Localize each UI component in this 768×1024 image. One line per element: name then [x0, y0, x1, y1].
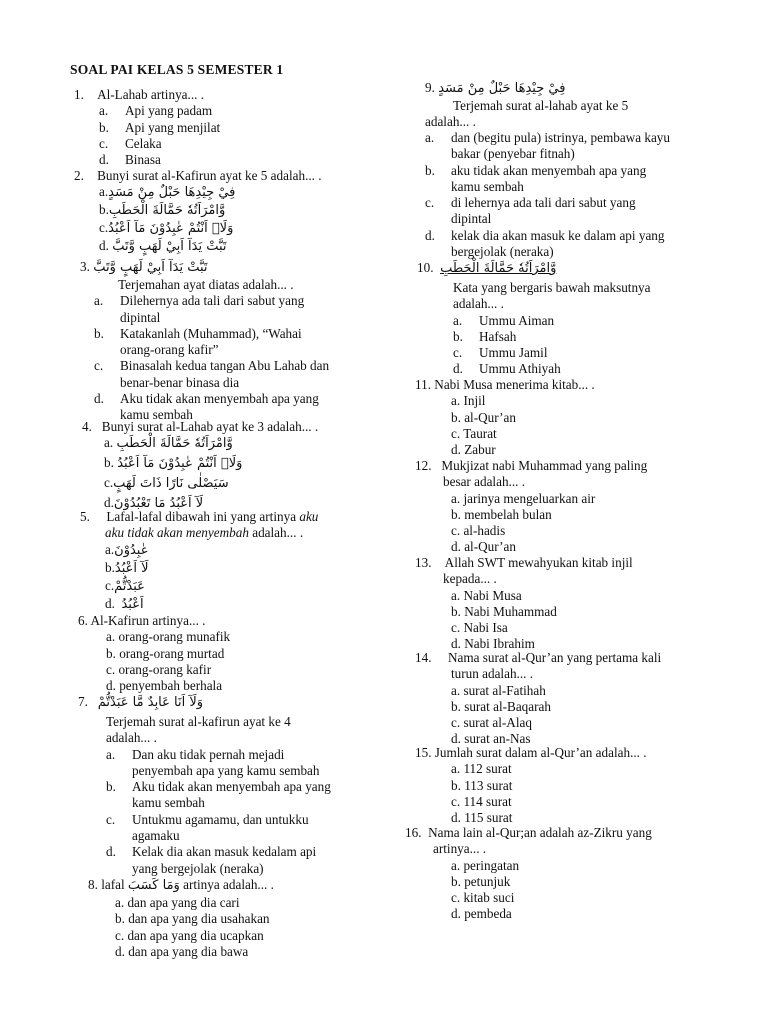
q1-number: 1.: [74, 87, 84, 102]
question-2: [74, 168, 322, 256]
q10-opt-d-letter: d.: [453, 361, 463, 377]
q12-opt-b: membelah bulan: [464, 506, 552, 522]
q7-opt-d-cont: yang bergejolak (neraka): [132, 860, 264, 876]
q10-opt-a: Ummu Aiman: [479, 312, 555, 328]
q13-opt-b-letter: b.: [451, 603, 461, 619]
q16-number: 16.: [405, 825, 422, 840]
q5-text: Lafal-lafal dibawah ini yang artinya: [106, 509, 297, 524]
q7-text-1: Terjemah surat al-kafirun ayat ke 4: [106, 714, 291, 729]
q11-opt-d: Zabur: [464, 442, 496, 458]
q16-opt-a: peringatan: [463, 857, 520, 873]
q10-opt-c: Ummu Jamil: [479, 345, 548, 361]
q14-opt-b-letter: b.: [451, 698, 461, 714]
q3-opt-a: Dilehernya ada tali dari sabut yang: [120, 293, 305, 309]
q7-opt-a-letter: a.: [106, 746, 116, 762]
question-7: [78, 694, 331, 877]
q1-opt-b: Api yang menjilat: [125, 119, 221, 135]
q13-opt-d-letter: d.: [451, 636, 461, 652]
q7-text-2: adalah... .: [106, 730, 157, 746]
q8-opt-c-letter: c.: [115, 927, 125, 943]
q16-text-2: artinya... .: [433, 841, 487, 857]
q7-opt-a: Dan aku tidak pernah mejadi: [132, 746, 285, 762]
q12-opt-a: jarinya mengeluarkan air: [463, 490, 596, 506]
q2-opt-c: وَلَاۤ اَنْتُمْ عٰبِدُوْنَ مَآ اَعْبُدُ: [108, 221, 234, 237]
q9-opt-a: dan (begitu pula) istrinya, pembawa kayu: [451, 130, 670, 145]
q10-opt-a-letter: a.: [453, 312, 463, 328]
q7-opt-c: Untukmu agamamu, dan untukku: [132, 811, 309, 827]
q15-opt-c: 114 surat: [463, 793, 512, 809]
q7-opt-c-cont: agamaku: [132, 828, 180, 844]
q2-opt-d-letter: d.: [99, 238, 109, 254]
q9-opt-a-letter: a.: [425, 130, 435, 145]
q3-opt-c: Binasalah kedua tangan Abu Lahab dan: [120, 358, 330, 374]
question-10: [417, 260, 651, 378]
q8-opt-c: dan apa yang dia ucapkan: [127, 927, 264, 943]
q16-opt-d-letter: d.: [451, 906, 461, 922]
q8-text-post: artinya adalah... .: [183, 877, 274, 892]
q12-opt-b-letter: b.: [451, 506, 461, 522]
q10-arabic: وَّامْرَاَتُهٗ حَمَّالَةَ الْحَطَبِ: [440, 261, 557, 276]
q16-opt-b-letter: b.: [451, 873, 461, 889]
q3-text: Terjemahan ayat diatas adalah... .: [118, 277, 294, 292]
page-title: SOAL PAI KELAS 5 SEMESTER 1: [70, 62, 284, 77]
q15-opt-d-letter: d.: [451, 810, 461, 826]
q14-opt-d: surat an-Nas: [464, 731, 531, 747]
q11-opt-b: al-Qur’an: [464, 409, 516, 425]
q2-number: 2.: [74, 168, 84, 183]
q14-opt-a-letter: a.: [451, 682, 461, 698]
q14-opt-a: surat al-Fatihah: [463, 682, 546, 698]
q1-opt-d: Binasa: [125, 152, 161, 168]
q8-opt-d: dan apa yang dia bawa: [128, 943, 249, 959]
q4-opt-b: وَلَاۤ اَنْتُمْ عٰبِدُوْنَ مَآ اَعْبُدُ: [117, 456, 243, 472]
q10-opt-c-letter: c.: [453, 345, 463, 361]
q7-arabic: وَلَآ اَنَا عَابِدٌ مَّا عَبَدْتُّمْ: [97, 695, 204, 710]
question-3: [80, 259, 329, 424]
q8-opt-d-letter: d.: [115, 943, 125, 959]
q4-opt-c: سَيَصْلٰى نَارًا ذَاتَ لَهَبٍ: [113, 476, 229, 492]
q12-text-1: Mukjizat nabi Muhammad yang paling: [441, 458, 648, 473]
q7-opt-a-cont: penyembah apa yang kamu sembah: [132, 762, 320, 778]
question-5: [80, 509, 318, 614]
q14-opt-c: surat al-Alaq: [463, 715, 532, 731]
q2-opt-d: تَبَّتْ يَدَآ اَبِيْ لَهَبٍ وَّتَبَّ: [112, 239, 227, 255]
q15-opt-c-letter: c.: [451, 793, 461, 809]
q10-number: 10.: [417, 260, 434, 275]
q9-opt-b-letter: b.: [425, 162, 435, 178]
q4-opt-a-letter: a.: [104, 435, 114, 451]
q3-opt-d: Aku tidak akan menyembah apa yang: [120, 391, 319, 407]
q13-opt-d: Nabi Ibrahim: [464, 636, 535, 652]
q9-opt-b: aku tidak akan menyembah apa yang: [451, 162, 647, 178]
question-4: [82, 419, 318, 515]
q11-opt-c: Taurat: [463, 425, 497, 441]
q12-opt-d-letter: d.: [451, 539, 461, 555]
q6-text: Al-Kafirun artinya... .: [90, 613, 206, 628]
q10-text-2: adalah... .: [453, 296, 504, 312]
q5-opt-c: عَبَدْتُّمْ: [114, 578, 145, 594]
q1-opt-a-letter: a.: [99, 103, 109, 119]
q14-number: 14.: [415, 650, 432, 665]
q3-opt-a-cont: dipintal: [120, 309, 161, 325]
q1-opt-c-letter: c.: [99, 135, 109, 151]
q10-opt-b: Hafsah: [479, 328, 517, 344]
q7-opt-b: Aku tidak akan menyembah apa yang: [132, 779, 331, 795]
q11-opt-d-letter: d.: [451, 442, 461, 458]
q1-opt-b-letter: b.: [99, 119, 109, 135]
q3-number: 3.: [80, 259, 90, 274]
q12-opt-d: al-Qur’an: [464, 539, 516, 555]
question-9: [425, 80, 565, 98]
q15-opt-b: 113 surat: [464, 777, 513, 793]
q5-opt-a-letter: a.: [105, 541, 115, 557]
q9-opt-c-letter: c.: [425, 195, 435, 211]
q1-text: Al-Lahab artinya... .: [97, 87, 205, 102]
q6-opt-d: penyembah berhala: [119, 678, 223, 694]
q3-arabic: تَبَّتْ يَدَآ اَبِيْ لَهَبٍ وَّتَبَّ: [93, 260, 208, 275]
q8-number: 8.: [88, 877, 98, 892]
q15-number: 15.: [415, 745, 432, 760]
q2-text: Bunyi surat al-Kafirun ayat ke 5 adalah... .: [97, 168, 322, 183]
q7-opt-d-letter: d.: [106, 844, 116, 860]
q5-opt-d-letter: d.: [105, 595, 115, 611]
q16-opt-b: petunjuk: [464, 873, 511, 889]
question-14: [415, 650, 661, 748]
q3-opt-b-cont: orang-orang kafir”: [120, 342, 219, 358]
q1-opt-d-letter: d.: [99, 152, 109, 168]
q9-text-1: Terjemah surat al-lahab ayat ke 5: [453, 98, 629, 113]
q16-opt-c: kitab suci: [463, 890, 515, 906]
q13-number: 13.: [415, 555, 432, 570]
q9-opt-a-cont: bakar (penyebar fitnah): [451, 146, 575, 162]
q7-number: 7.: [78, 694, 88, 709]
q16-opt-c-letter: c.: [451, 890, 461, 906]
q12-text-2: besar adalah... .: [443, 474, 526, 490]
q3-opt-b: Katakanlah (Muhammad), “Wahai: [120, 325, 302, 341]
q9-opt-b-cont: kamu sembah: [451, 178, 524, 194]
q6-opt-a: orang-orang munafik: [118, 629, 231, 645]
q15-opt-d: 115 surat: [464, 810, 513, 826]
q9-arabic: فِيْ جِيْدِهَا حَبْلٌ مِنْ مَسَدٍ: [438, 81, 566, 96]
q9-options: [425, 130, 670, 260]
q5-number: 5.: [80, 509, 90, 524]
q9-text-2: adalah... .: [425, 114, 476, 129]
question-12: [415, 458, 647, 556]
q13-opt-b: Nabi Muhammad: [464, 603, 557, 619]
q10-opt-d: Ummu Athiyah: [479, 361, 561, 377]
q5-text-italic: aku tidak akan menyembah: [105, 525, 249, 541]
q7-opt-d: Kelak dia akan masuk kedalam api: [132, 844, 317, 860]
q16-opt-a-letter: a.: [451, 857, 461, 873]
q4-opt-d: لَآ اَعْبُدُ مَا تَعْبُدُوْنَ: [113, 496, 204, 512]
q13-opt-a: Nabi Musa: [463, 587, 522, 603]
q3-opt-d-letter: d.: [94, 391, 104, 407]
question-8: [88, 877, 274, 960]
q5-text-italic-1: aku: [299, 509, 319, 524]
q8-opt-b-letter: b.: [115, 911, 125, 927]
question-1: [74, 87, 220, 168]
q5-opt-b: لَآ اَعْبُدُ: [114, 560, 149, 576]
q12-number: 12.: [415, 458, 432, 473]
q6-opt-b: orang-orang murtad: [119, 645, 225, 661]
q14-text-1: Nama surat al-Qur’an yang pertama kali: [447, 650, 662, 665]
q5-text-end: adalah... .: [252, 525, 304, 541]
q2-opt-b: وَّامْرَاَتُهٗ حَمَّالَةَ الْحَطَبِ: [108, 203, 226, 219]
q15-opt-a-letter: a.: [451, 761, 461, 777]
q16-opt-d: pembeda: [464, 906, 512, 922]
q14-opt-d-letter: d.: [451, 731, 461, 747]
question-11: [415, 377, 595, 458]
q7-opt-c-letter: c.: [106, 811, 116, 827]
q3-opt-b-letter: b.: [94, 325, 104, 341]
q9-number: 9.: [425, 80, 435, 95]
q15-text: Jumlah surat dalam al-Qur’an adalah... .: [434, 745, 647, 760]
q13-opt-c: Nabi Isa: [463, 620, 508, 636]
q9-opt-c-cont: dipintal: [451, 211, 492, 227]
q5-opt-c-letter: c.: [105, 577, 115, 593]
q16-text-1: Nama lain al-Qur;an adalah az-Zikru yang: [428, 825, 652, 840]
q2-opt-a: فِيْ جِيْدِهَا حَبْلٌ مِنْ مَسَدٍ: [108, 185, 236, 201]
q6-opt-a-letter: a.: [106, 629, 116, 645]
q8-opt-b: dan apa yang dia usahakan: [128, 911, 270, 927]
q7-opt-b-letter: b.: [106, 779, 116, 795]
q11-number: 11.: [415, 377, 431, 392]
q11-opt-c-letter: c.: [451, 425, 461, 441]
q9-opt-c: di lehernya ada tali dari sabut yang: [451, 195, 636, 211]
q14-opt-b: surat al-Baqarah: [464, 698, 551, 714]
q1-opt-c: Celaka: [125, 135, 162, 151]
q8-opt-a-letter: a.: [115, 895, 125, 910]
q12-opt-a-letter: a.: [451, 490, 461, 506]
q3-opt-a-letter: a.: [94, 293, 104, 309]
q3-opt-d-cont: kamu sembah: [120, 407, 193, 423]
q12-opt-c: al-hadis: [463, 523, 506, 539]
q4-opt-a: وَّامْرَاَتُهٗ حَمَّالَةَ الْحَطَبِ: [116, 436, 233, 452]
q5-opt-b-letter: b.: [105, 559, 115, 575]
q15-opt-b-letter: b.: [451, 777, 461, 793]
q6-number: 6.: [78, 613, 88, 628]
q13-text-2: kepada... .: [443, 571, 497, 587]
q8-text-pre: lafal: [101, 877, 125, 892]
q12-opt-c-letter: c.: [451, 523, 461, 539]
q4-opt-d-letter: d.: [104, 495, 114, 511]
q9-opt-d-cont: bergejolak (neraka): [451, 244, 554, 260]
q9-opt-d-letter: d.: [425, 227, 435, 243]
q4-opt-b-letter: b.: [104, 455, 114, 471]
q11-opt-a-letter: a.: [451, 393, 461, 409]
q15-opt-a: 112 surat: [463, 761, 512, 777]
q10-text-1: Kata yang bergaris bawah maksutnya: [453, 280, 651, 295]
q2-opt-b-letter: b.: [99, 202, 109, 218]
q5-opt-a: عٰبِدُوْنَ: [114, 542, 149, 558]
q6-opt-d-letter: d.: [106, 678, 116, 694]
q7-opt-b-cont: kamu sembah: [132, 795, 205, 811]
q14-text-2: turun adalah... .: [451, 666, 534, 682]
question-16: [405, 825, 652, 923]
q13-opt-a-letter: a.: [451, 587, 461, 603]
q11-opt-a: Injil: [463, 393, 486, 409]
question-13: [415, 555, 633, 653]
q8-arabic: وَمَا كَسَبَ: [127, 878, 180, 893]
q4-opt-c-letter: c.: [104, 475, 114, 491]
q10-opt-b-letter: b.: [453, 328, 463, 344]
q3-opt-c-letter: c.: [94, 358, 104, 374]
q2-opt-a-letter: a.: [99, 184, 109, 200]
q11-opt-b-letter: b.: [451, 409, 461, 425]
q13-opt-c-letter: c.: [451, 620, 461, 636]
q2-opt-c-letter: c.: [99, 220, 109, 236]
question-15: [415, 745, 647, 826]
q9-opt-d: kelak dia akan masuk ke dalam api yang: [451, 227, 665, 243]
q4-text: Bunyi surat al-Lahab ayat ke 3 adalah... .: [101, 419, 319, 434]
q8-opt-a: dan apa yang dia cari: [127, 895, 240, 910]
q6-opt-b-letter: b.: [106, 645, 116, 661]
q1-opt-a: Api yang padam: [125, 103, 213, 119]
q3-opt-c-cont: benar-benar binasa dia: [120, 374, 240, 390]
question-6: [78, 613, 230, 694]
q14-opt-c-letter: c.: [451, 715, 461, 731]
q5-opt-d: اَعْبُدُ: [121, 596, 144, 612]
q6-opt-c: orang-orang kafir: [118, 661, 212, 677]
q4-number: 4.: [82, 419, 92, 434]
q11-text: Nabi Musa menerima kitab... .: [434, 377, 595, 392]
q13-text-1: Allah SWT mewahyukan kitab injil: [444, 555, 633, 570]
q6-opt-c-letter: c.: [106, 661, 116, 677]
